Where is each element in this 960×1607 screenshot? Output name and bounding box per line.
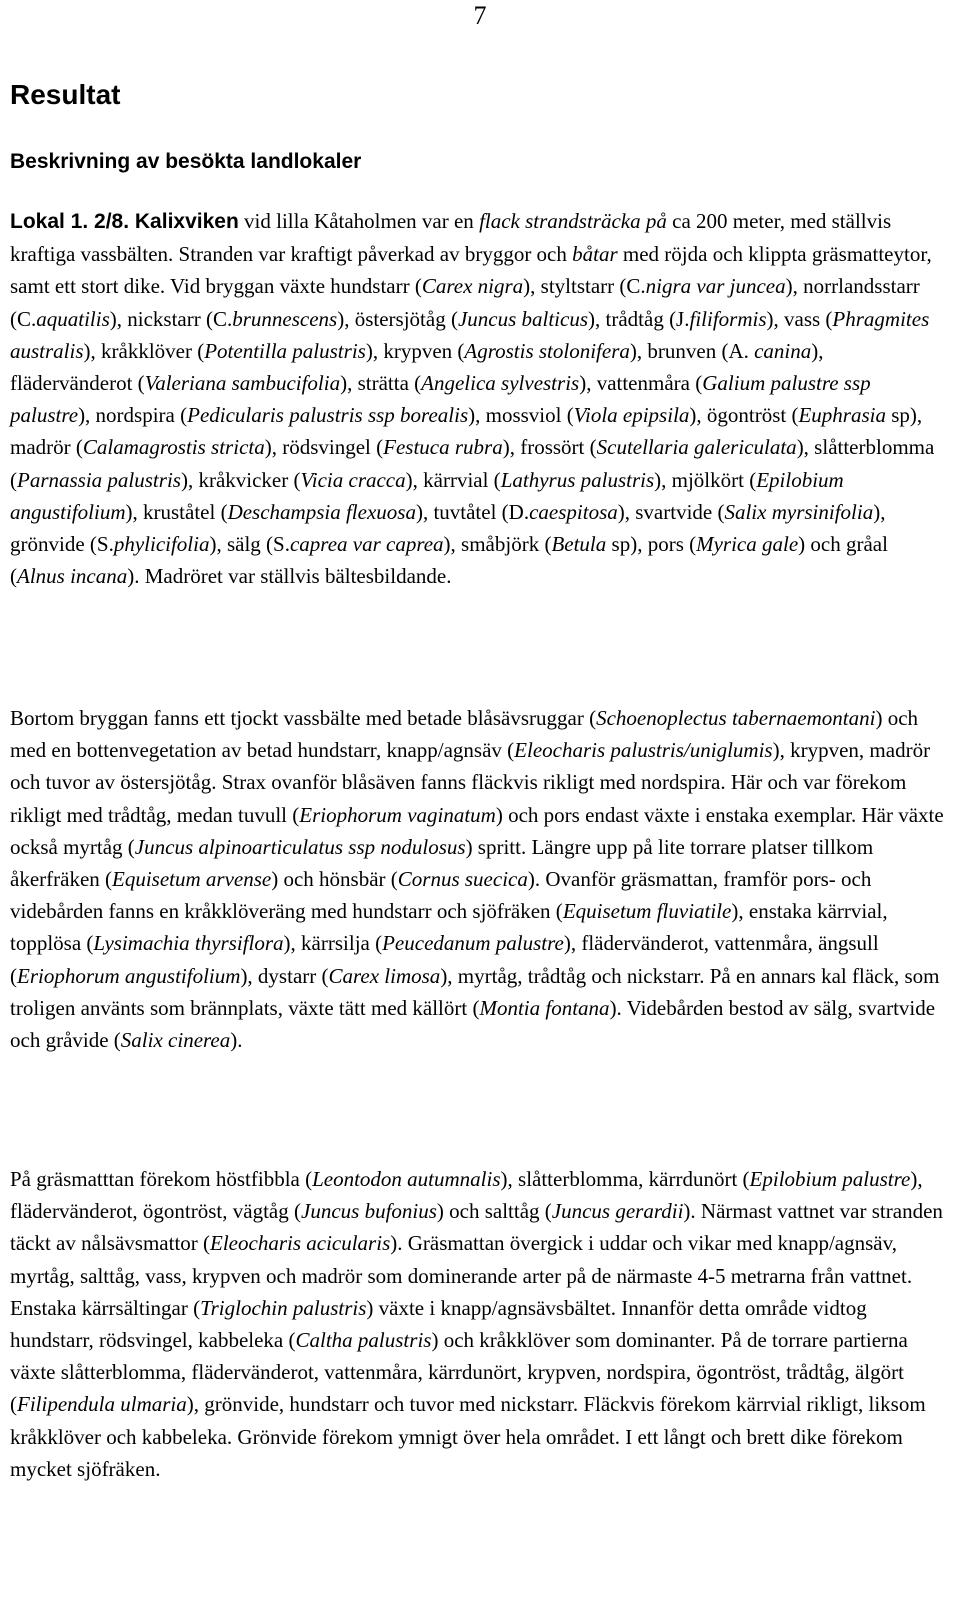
species-name: Salix myrsinifolia <box>724 499 874 524</box>
text-run: ), krypven ( <box>365 338 465 363</box>
species-name: Cornus suecica <box>397 867 528 892</box>
species-name: Agrostis stolonifera <box>464 338 630 363</box>
species-name: Viola epipsila <box>573 403 690 428</box>
text-run: med röjda och klippta gräsmatteytor, samt ett stort dike. Vid bryggan växte hundstarr ( <box>10 242 932 299</box>
text-run: ), flädervänderot ( <box>10 338 824 396</box>
species-name: Equisetum arvense <box>112 867 272 892</box>
species-name: Calamagrostis stricta <box>82 435 265 460</box>
text-run: Bortom bryggan fanns ett tjockt vassbälte med betade blåsävsruggar ( <box>10 706 597 730</box>
species-name: Potentilla palustris <box>204 338 366 363</box>
species-name: Epilobium angustifolium <box>10 467 844 524</box>
text-run: ), grönvide (S. <box>10 499 886 557</box>
text-run: ), nickstarr (C. <box>109 306 233 331</box>
species-name: Leontodon autumnalis <box>312 1167 501 1191</box>
text-run: ), vass ( <box>766 306 833 331</box>
species-name: Caltha palustris <box>295 1328 432 1353</box>
text-run: ), krypven, madrör och tuvor av östersjötåg. Strax ovanför blåsäven fanns fläckvis rikligt med nordspira. Här och var förekom rikligt med trådtåg, medan tuvull ( <box>10 738 931 827</box>
species-name: Scutellaria galericulata <box>596 435 797 460</box>
text-run: ) och salttåg ( <box>436 1199 552 1224</box>
text-run: ). Ovanför gräsmattan, framför pors- och videbården fanns en kråkklöveräng med hundstarr och sjöfräken ( <box>10 867 872 924</box>
text-run: ). Gräsmattan övergick i uddar och vikar med knapp/agnsäv, myrtåg, salttåg, vass, krypven och madrör som dominerande arter på de närmaste 4-5 metrarna från vattnet. Enstaka kärrsältingar ( <box>10 1231 913 1320</box>
text-run: ). <box>230 1028 243 1053</box>
species-name: Vicia cracca <box>300 467 406 492</box>
text-run: ), norrlandsstarr (C. <box>10 274 920 331</box>
species-name: flack strandsträcka på <box>479 209 667 233</box>
species-name: Euphrasia <box>798 403 886 428</box>
text-run: ), flädervänderot, vattenmåra, ängsull ( <box>10 931 879 988</box>
species-name: båtar <box>572 242 618 267</box>
text-run: ), frossört ( <box>502 435 597 460</box>
text-run: ), mjölkört ( <box>654 467 757 492</box>
species-name: Parnassia palustris <box>17 467 181 492</box>
text-run: ), kärrsilja ( <box>283 931 383 956</box>
species-name: Pedicularis palustris ssp borealis <box>187 403 469 428</box>
species-name: Phragmites australis <box>10 306 930 363</box>
text-run: vid lilla Kåtaholmen var en <box>238 209 480 233</box>
species-name: Myrica gale <box>696 532 799 557</box>
species-name: caespitosa <box>529 499 618 524</box>
text-run: ) växte i knapp/agnsävsbältet. Innanför detta område vidtog hundstarr, rödsvingel, kabbeleka ( <box>10 1295 867 1353</box>
text-run: ), ögontröst ( <box>689 403 799 428</box>
lokal-label: Lokal 1. 2/8. Kalixviken <box>10 210 239 233</box>
species-name: Angelica sylvestris <box>421 371 580 396</box>
species-name: phylicifolia <box>113 532 210 557</box>
text-run: ), dystarr ( <box>240 963 329 988</box>
species-name: canina <box>754 338 812 363</box>
species-name: Festuca rubra <box>383 435 503 460</box>
paragraph-grasmattan <box>10 1163 945 1485</box>
text-run: ), småbjörk ( <box>443 532 552 557</box>
text-run: ) och pors endast växte i enstaka exemplar. Här växte också myrtåg ( <box>10 802 944 859</box>
species-name: Eriophorum vaginatum <box>299 802 496 827</box>
species-name: Carex limosa <box>328 963 441 988</box>
species-name: Montia fontana <box>479 995 610 1020</box>
text-run: ), myrtåg, trådtåg och nickstarr. På en annars kal fläck, som troligen använts som brännplats, växte tätt med källört ( <box>10 963 940 1020</box>
species-name: Juncus bufonius <box>301 1199 437 1224</box>
text-run: ). Närmast vattnet var stranden täckt av nålsävsmattor ( <box>10 1199 943 1256</box>
species-name: brunnescens <box>232 306 338 331</box>
paragraph-bortom-bryggan <box>10 702 945 1056</box>
text-run: ), strätta ( <box>340 371 422 396</box>
species-name: filiformis <box>689 306 767 331</box>
species-name: Eleocharis acicularis <box>210 1231 391 1256</box>
text-run: ), slåtterblomma, kärrdunört ( <box>500 1167 750 1191</box>
species-name: Alnus incana <box>17 564 128 589</box>
species-name: Epilobium palustre <box>749 1167 911 1191</box>
species-name: Valeriana sambucifolia <box>144 371 341 396</box>
species-name: Eriophorum angustifolium <box>17 963 241 988</box>
text-run: ca 200 meter, med ställvis kraftiga vassbälten. Stranden var kraftigt påverkad av bryggor och <box>10 209 892 267</box>
species-name: Peucedanum palustre <box>382 931 564 956</box>
page-number: 7 <box>473 1 487 30</box>
text-run: ) och med en bottenvegetation av betad hundstarr, knapp/agnsäv ( <box>10 706 919 763</box>
text-run: ), grönvide, hundstarr och tuvor med nickstarr. Fläckvis förekom kärrvial rikligt, liksom kråkklöver och kabbeleka. Grönvide förekom ymnigt över hela området. I ett långt och brett dike förekom mycket sjöfräken. <box>10 1392 926 1481</box>
text-run: ), svartvide ( <box>617 499 725 524</box>
text-run: ), östersjötåg ( <box>337 306 458 331</box>
species-name: Juncus balticus <box>457 306 589 331</box>
species-name: Juncus alpinoarticulatus ssp nodulosus <box>134 834 466 859</box>
text-run: ), kruståtel ( <box>125 499 228 524</box>
text-run: ), rödsvingel ( <box>264 435 384 460</box>
text-run: ) och hönsbär ( <box>271 867 398 892</box>
text-run: ) och gråal ( <box>10 532 888 589</box>
species-name: caprea var caprea <box>289 532 444 557</box>
text-run: På gräsmatttan förekom höstfibbla ( <box>10 1167 313 1191</box>
section-heading: Resultat <box>10 79 121 110</box>
text-run: ), sälg (S. <box>209 532 290 557</box>
text-run: sp), madrör ( <box>10 403 923 460</box>
text-run: ), flädervänderot, ögontröst, vägtåg ( <box>10 1167 923 1224</box>
paragraph-lokal-1 <box>10 205 945 592</box>
species-name: Salix cinerea <box>120 1028 231 1053</box>
text-run: ), mossviol ( <box>468 403 574 428</box>
species-name: Triglochin palustris <box>200 1295 367 1320</box>
text-run: ). Madröret var ställvis bältesbildande. <box>127 564 452 589</box>
species-name: Equisetum fluviatile <box>562 899 732 924</box>
text-run: ) spritt. Längre upp på lite torrare platser tillkom åkerfräken ( <box>10 834 874 892</box>
species-name: nigra var juncea <box>645 274 786 299</box>
text-run: ), trådtåg (J. <box>588 306 690 331</box>
text-run: sp), pors ( <box>606 532 697 557</box>
species-name: Betula <box>551 532 607 557</box>
text-run: ). Videbården bestod av sälg, svartvide och gråvide ( <box>10 995 936 1053</box>
text-run: ), tuvtåtel (D. <box>415 499 530 524</box>
species-name: Filipendula ulmaria <box>17 1392 187 1417</box>
text-run: ), kråkklöver ( <box>83 338 205 363</box>
text-run: ), kärrvial ( <box>405 467 501 492</box>
species-name: Lysimachia thyrsiflora <box>93 931 284 956</box>
text-run: ), vattenmåra ( <box>579 371 703 396</box>
text-run: ), enstaka kärrvial, topplösa ( <box>10 899 888 956</box>
species-name: Carex nigra <box>421 274 524 299</box>
species-name: Galium palustre ssp palustre <box>10 371 871 428</box>
species-name: Lathyrus palustris <box>500 467 655 492</box>
species-name: Schoenoplectus tabernaemontani <box>596 706 876 730</box>
text-run: ), nordspira ( <box>78 403 188 428</box>
species-name: aquatilis <box>36 306 110 331</box>
text-run: ), brunven (A. <box>629 338 755 363</box>
subsection-heading: Beskrivning av besökta landlokaler <box>10 150 362 173</box>
species-name: Eleocharis palustris/uniglumis <box>514 738 773 763</box>
species-name: Deschampsia flexuosa <box>227 499 416 524</box>
text-run: ), styltstarr (C. <box>523 274 646 299</box>
species-name: Juncus gerardii <box>551 1199 684 1224</box>
text-run: ), kråkvicker ( <box>180 467 301 492</box>
text-run: ) och kråkklöver som dominanter. På de torrare partierna växte slåtterblomma, flädervänderot, vattenmåra, kärrdunört, krypven, nordspira, ögontröst, trådtåg, älgört ( <box>10 1328 908 1417</box>
text-run: ), slåtterblomma ( <box>10 435 935 492</box>
